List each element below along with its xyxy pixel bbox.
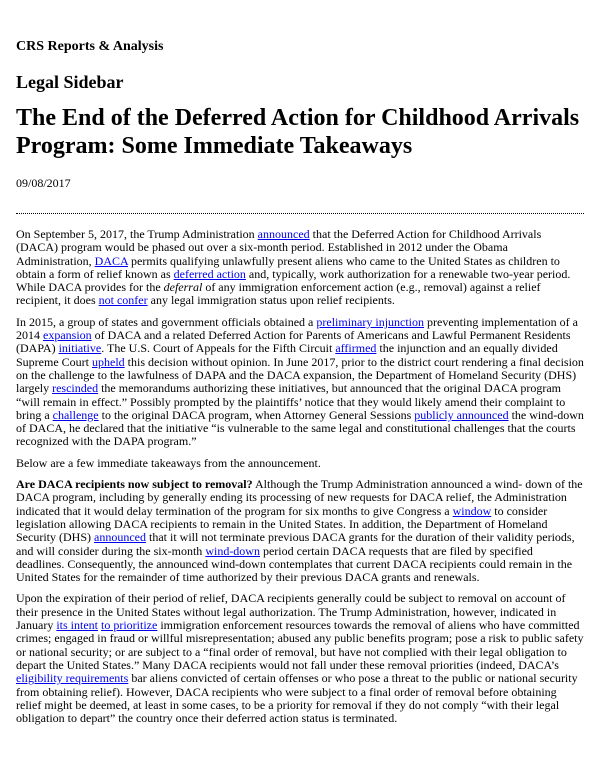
article-body	[16, 228, 584, 733]
link-affirmed[interactable]: affirmed	[335, 341, 377, 356]
link-dhs-announced[interactable]: announced	[94, 530, 146, 545]
divider	[16, 213, 584, 214]
link-wind-down[interactable]: wind-down	[205, 543, 260, 558]
section-lead: Are DACA recipients now subject to removal?	[16, 477, 253, 492]
link-challenge[interactable]: challenge	[52, 407, 99, 422]
link-initiative[interactable]: initiative	[58, 341, 102, 356]
link-rescinded[interactable]: rescinded	[52, 381, 99, 396]
link-publicly-announced[interactable]: publicly announced	[414, 407, 509, 422]
paragraph-removal-question: Are DACA recipients now subject to removal? Although the Trump Administration announced a wind- down of the DACA program, including by generally ending its processing of new requests for DACA relief, the Administration indicated that it would delay termination of the program for six months to give Congress a window to consider legislation allowing DACA recipients to remain in the United States. In addition, the Department of Homeland Security (DHS) announced that it will not terminate previous DACA grants for the duration of their validity periods, and will consider during the six-month wind-down period certain DACA requests that are filed by specified deadlines. Consequently, the announced wind-down contemplates that current DACA recipients could remain in the United States for the remainder of time authorized by their previous DACA grants and renewals.	[16, 477, 583, 585]
link-window[interactable]: window	[452, 503, 492, 518]
paragraph-takeaways-intro: Below are a few immediate takeaways from the announcement.	[16, 455, 321, 470]
link-deferred-action[interactable]: deferred action	[173, 266, 246, 281]
link-its-intent[interactable]: its intent	[56, 618, 98, 633]
paragraph-expiration: Upon the expiration of their period of relief, DACA recipients generally could be subject to removal on account of their presence in the United States without legal authorization. The Trump Administration, however, indicated in January its intent to prioritize immigration enforcement resources towards the removal of aliens who have committed crimes; engaged in fraud or willful misrepresentation; abused any public benefits program; pose a risk to public safety or national security; or are subject to a “final order of removal, but have not complied with their legal obligation to depart the United States.” Many DACA recipients would not fall under these removal priorities (indeed, DACA’s eligibility requirements bar aliens convicted of certain offenses or who pose a threat to the public or national security from obtaining relief). However, DACA recipients who were subject to a final order of removal before obtaining relief might be deemed, at least in some cases, to be a priority for removal if they do not comply “with their legal obligation to depart” the country once their deferred action status is terminated.	[16, 591, 584, 726]
page-title: The End of the Deferred Action for Childhood Arrivals Program: Some Immediate Takeaways	[16, 105, 580, 159]
paragraph-background: In 2015, a group of states and government officials obtained a preliminary injunction preventing implementation of a 2014 expansion of DACA and a related Deferred Action for Parents of Americans and Lawful Permanent Residents (DAPA) initiative. The U.S. Court of Appeals for the Fifth Circuit affirmed the injunction and an equally divided Supreme Court upheld this decision without opinion. In June 2017, prior to the district court rendering a final decision on the challenge to the lawfulness of DAPA and the DACA expansion, the Department of Homeland Security (DHS) largely rescinded the memorandums authorizing these initiatives, but announced that the original DACA program “will remain in effect.” Possibly prompted by the plaintiffs’ notice that they would likely amend their complaint to bring a challenge to the original DACA program, when Attorney General Sessions publicly announced the wind-down of DACA, he declared that the initiative “is vulnerable to the same legal and constitutional challenges that the courts recognized with the DAPA program.”	[16, 314, 584, 449]
link-announced[interactable]: announced	[257, 227, 310, 241]
publication-date: 09/08/2017	[16, 176, 71, 190]
link-to-prioritize[interactable]: to prioritize	[101, 618, 158, 633]
link-upheld[interactable]: upheld	[92, 354, 125, 369]
link-not-confer[interactable]: not confer	[98, 293, 148, 308]
report-type-label: Legal Sidebar	[16, 72, 124, 92]
report-series-label: CRS Reports & Analysis	[16, 39, 164, 54]
link-expansion[interactable]: expansion	[43, 328, 92, 343]
link-eligibility-requirements[interactable]: eligibility requirements	[16, 671, 129, 686]
link-daca[interactable]: DACA	[94, 253, 129, 268]
link-preliminary-injunction[interactable]: preliminary injunction	[316, 314, 425, 329]
paragraph-intro: On September 5, 2017, the Trump Administration announced that the Deferred Action for Childhood Arrivals (DACA) program would be phased out over a six-month period. Established in 2012 under the Obama Administration, DACA permits qualifying unlawfully present aliens who came to the United States as children to obtain a form of relief known as deferred action and, typically, work authorization for a renewable two-year period. While DACA provides for the deferral of any immigration enforcement action (e.g., removal) against a relief recipient, it does not confer any legal immigration status upon relief recipients.	[16, 227, 571, 308]
